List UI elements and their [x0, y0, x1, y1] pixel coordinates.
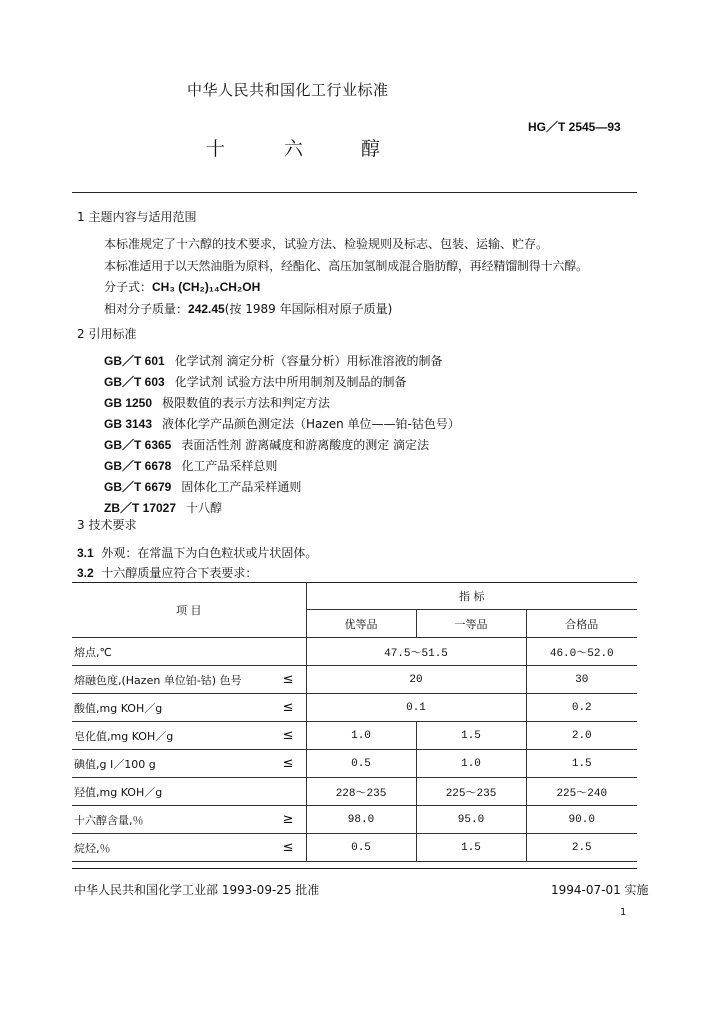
row-value-qualified: 2.0: [526, 722, 637, 750]
reference-title: 极限数值的表示方法和判定方法: [162, 396, 331, 410]
approval-line: 中华人民共和国化学工业部 1993-09-25 批准: [74, 883, 320, 897]
row-value-qualified: 1.5: [526, 750, 637, 778]
reference-code: GB／T 601: [104, 354, 165, 368]
row-item-name: 十六醇含量,％: [74, 813, 144, 827]
doc-title-char-3: 醇: [361, 138, 381, 160]
reference-title: 化学试剂 试验方法中所用制剂及制品的制备: [174, 375, 407, 389]
table-row: [72, 806, 637, 834]
row-value-premium: 98.0: [306, 806, 416, 834]
row-limit-symbol: ≥: [282, 812, 294, 827]
formula-line: [104, 278, 260, 295]
row-limit-symbol: ≤: [282, 840, 294, 855]
row-value-first: 225～235: [416, 778, 526, 806]
reference-item: [104, 436, 429, 453]
clause-3-1-num: 3.1: [77, 546, 94, 560]
reference-title: 十八醇: [186, 501, 223, 515]
reference-item: [104, 373, 407, 390]
row-limit-symbol: ≤: [282, 756, 294, 771]
section-1-p1: 本标准规定了十六醇的技术要求，试验方法、检验规则及标志、包装、运输、贮存。: [104, 237, 549, 251]
row-item-name: 羟值,mg KOH／g: [74, 785, 163, 799]
clause-3-2: [77, 564, 257, 581]
table-row: [72, 778, 637, 806]
row-limit-symbol: ≤: [282, 672, 294, 687]
table-row: [72, 834, 637, 862]
table-row: [72, 750, 637, 778]
row-value-first: 1.5: [416, 722, 526, 750]
row-item-name: 酸值,mg KOH／g: [74, 701, 163, 715]
grade-first: 一等品: [416, 610, 526, 638]
row-item: [72, 834, 306, 862]
row-value-premium: 0.5: [306, 750, 416, 778]
clause-3-1: [77, 544, 317, 561]
spec-table: [72, 582, 637, 862]
row-item-name: 熔融色度,(Hazen 单位铂-钴) 色号: [74, 673, 242, 687]
row-value-premium: 0.5: [306, 834, 416, 862]
section-3-heading: 3 技术要求: [77, 518, 137, 532]
footer-rule: [72, 868, 637, 869]
reference-code: GB／T 6678: [104, 459, 172, 473]
reference-title: 固体化工产品采样通则: [181, 480, 302, 494]
row-item: [72, 694, 306, 722]
row-value-qualified: 30: [526, 666, 637, 694]
table-row: [72, 694, 637, 722]
reference-code: GB／T 6679: [104, 480, 172, 494]
reference-item: [104, 457, 277, 474]
row-value-premium: 1.0: [306, 722, 416, 750]
header-rule: [72, 192, 637, 193]
reference-title: 化工产品采样总则: [181, 459, 278, 473]
mass-label: 相对分子质量：: [104, 302, 189, 316]
clause-3-2-text: 十六醇质量应符合下表要求：: [101, 566, 258, 580]
section-1-p2: 本标准适用于以天然油脂为原料，经酯化、高压加氢制成混合脂肪醇，再经精馏制得十六醇。: [104, 259, 588, 273]
row-limit-symbol: ≤: [282, 700, 294, 715]
row-value-qualified: 225～240: [526, 778, 637, 806]
reference-code: ZB／T 17027: [104, 501, 177, 515]
row-value-merged: 0.1: [306, 694, 526, 722]
row-item-name: 烷烃,％: [74, 841, 111, 855]
row-item-name: 皂化值,mg KOH／g: [74, 729, 174, 743]
reference-title: 化学试剂 滴定分析（容量分析）用标准溶液的制备: [174, 354, 443, 368]
mass-value: 242.45: [188, 302, 225, 316]
reference-title: 表面活性剂 游离碱度和游离酸度的测定 滴定法: [181, 438, 430, 452]
mass-line: [104, 300, 392, 317]
clause-3-2-num: 3.2: [77, 566, 94, 580]
row-value-merged: 47.5～51.5: [306, 638, 526, 666]
reference-code: GB／T 603: [104, 375, 165, 389]
doc-title-char-1: 十: [206, 138, 226, 160]
row-item: [72, 666, 306, 694]
table-row: [72, 722, 637, 750]
reference-item: [104, 499, 222, 516]
row-value-first: 1.5: [416, 834, 526, 862]
table-row: [72, 666, 637, 694]
grade-qualified: 合格品: [526, 610, 637, 638]
grade-premium: 优等品: [306, 610, 416, 638]
row-value-premium: 228～235: [306, 778, 416, 806]
row-value-qualified: 2.5: [526, 834, 637, 862]
section-1-heading: 1 主题内容与适用范围: [77, 210, 197, 224]
row-limit-symbol: ≤: [282, 728, 294, 743]
reference-title: 液体化学产品颜色测定法（Hazen 单位——铂-钴色号）: [162, 417, 460, 431]
row-item: [72, 806, 306, 834]
doc-title-char-2: 六: [284, 138, 304, 160]
reference-item: [104, 394, 330, 411]
row-value-qualified: 46.0～52.0: [526, 638, 637, 666]
index-header: 指 标: [306, 583, 637, 610]
row-item: [72, 638, 306, 666]
effective-date: 1994-07-01 实施: [551, 883, 649, 897]
row-value-merged: 20: [306, 666, 526, 694]
page-number: 1: [620, 907, 627, 918]
standard-code: HG／T 2545—93: [528, 120, 621, 134]
section-2-heading: 2 引用标准: [77, 327, 137, 341]
reference-item: [104, 415, 460, 432]
formula-label: 分子式：: [104, 280, 153, 294]
row-value-first: 1.0: [416, 750, 526, 778]
table-row: [72, 638, 637, 666]
reference-code: GB 3143: [104, 417, 153, 431]
row-value-first: 95.0: [416, 806, 526, 834]
formula: CH₃ (CH₂)₁₄CH₂OH: [152, 280, 261, 294]
reference-item: [104, 478, 301, 495]
row-value-qualified: 90.0: [526, 806, 637, 834]
reference-code: GB／T 6365: [104, 438, 172, 452]
clause-3-1-text: 外观：在常温下为白色粒状或片状固体。: [101, 546, 318, 560]
reference-code: GB 1250: [104, 396, 153, 410]
agency-title: 中华人民共和国化工行业标准: [187, 81, 389, 99]
row-item-name: 碘值,g I／100 g: [74, 757, 156, 771]
item-header: 项 目: [72, 583, 306, 638]
row-item: [72, 750, 306, 778]
reference-item: [104, 352, 443, 369]
row-item: [72, 722, 306, 750]
row-value-qualified: 0.2: [526, 694, 637, 722]
mass-note: (按 1989 年国际相对原子质量): [224, 302, 393, 316]
row-item-name: 熔点,℃: [74, 645, 112, 659]
row-item: [72, 778, 306, 806]
